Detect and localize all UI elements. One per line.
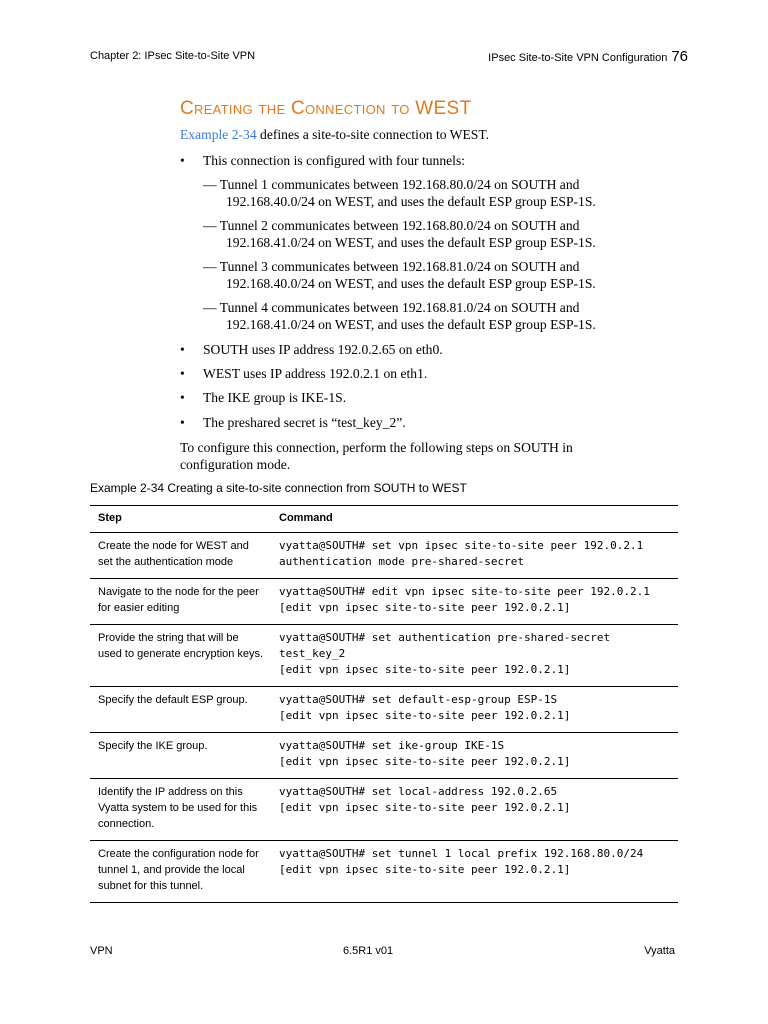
bullet-icon: • bbox=[180, 153, 185, 168]
command-cell: vyatta@SOUTH# set local-address 192.0.2.65 [edit vpn ipsec site-to-site peer 192.0.2.1] bbox=[271, 779, 678, 841]
tunnel-line: — Tunnel 2 communicates between 192.168.80.0/24 on SOUTH and bbox=[203, 218, 580, 233]
step-cell: Navigate to the node for the peer for easier editing bbox=[90, 579, 271, 625]
bullet-text: WEST uses IP address 192.0.2.1 on eth1. bbox=[203, 366, 428, 381]
step-cell: Create the node for WEST and set the authentication mode bbox=[90, 533, 271, 579]
steps-table bbox=[90, 505, 678, 903]
bullet-text: SOUTH uses IP address 192.0.2.65 on eth0. bbox=[203, 342, 443, 357]
closing-line: To configure this connection, perform the following steps on SOUTH in bbox=[180, 440, 573, 455]
intro-paragraph bbox=[180, 126, 489, 143]
command-cell: vyatta@SOUTH# set vpn ipsec site-to-site peer 192.0.2.1 authentication mode pre-shared-secret bbox=[271, 533, 678, 579]
column-header-command: Command bbox=[271, 506, 678, 533]
step-cell: Identify the IP address on this Vyatta system to be used for this connection. bbox=[90, 779, 271, 841]
table-header-row bbox=[90, 506, 678, 533]
bullet-text: The IKE group is IKE-1S. bbox=[203, 390, 347, 405]
example-link[interactable]: Example 2-34 bbox=[180, 127, 257, 142]
tunnel-item bbox=[203, 176, 596, 210]
footer-version: 6.5R1 v01 bbox=[343, 945, 394, 957]
tunnel-line: 192.168.41.0/24 on WEST, and uses the default ESP group ESP-1S. bbox=[226, 235, 596, 250]
table-row bbox=[90, 687, 678, 733]
example-title: Example 2-34 Creating a site-to-site connection from SOUTH to WEST bbox=[90, 481, 467, 495]
bullet-icon: • bbox=[180, 390, 185, 405]
tunnel-item bbox=[203, 258, 596, 292]
closing-line: configuration mode. bbox=[180, 457, 291, 472]
table-row bbox=[90, 841, 678, 903]
footer-company: Vyatta bbox=[644, 945, 675, 957]
command-cell: vyatta@SOUTH# set tunnel 1 local prefix 192.168.80.0/24 [edit vpn ipsec site-to-site peer 192.0.2.1] bbox=[271, 841, 678, 903]
column-header-step: Step bbox=[90, 506, 271, 533]
tunnel-line: 192.168.41.0/24 on WEST, and uses the default ESP group ESP-1S. bbox=[226, 317, 596, 332]
step-cell: Create the configuration node for tunnel 1, and provide the local subnet for this tunnel. bbox=[90, 841, 271, 903]
table-row bbox=[90, 625, 678, 687]
command-cell: vyatta@SOUTH# set ike-group IKE-1S [edit vpn ipsec site-to-site peer 192.0.2.1] bbox=[271, 733, 678, 779]
bullet-text: The preshared secret is “test_key_2”. bbox=[203, 415, 406, 430]
tunnel-line: — Tunnel 1 communicates between 192.168.80.0/24 on SOUTH and bbox=[203, 177, 580, 192]
tunnel-line: 192.168.40.0/24 on WEST, and uses the default ESP group ESP-1S. bbox=[226, 276, 596, 291]
tunnel-line: — Tunnel 3 communicates between 192.168.81.0/24 on SOUTH and bbox=[203, 259, 580, 274]
step-cell: Specify the default ESP group. bbox=[90, 687, 271, 733]
header-section bbox=[488, 48, 688, 65]
command-cell: vyatta@SOUTH# edit vpn ipsec site-to-site peer 192.0.2.1 [edit vpn ipsec site-to-site peer 192.0.2.1] bbox=[271, 579, 678, 625]
header-chapter: Chapter 2: IPsec Site-to-Site VPN bbox=[90, 50, 256, 62]
table-row bbox=[90, 533, 678, 579]
tunnel-line: 192.168.40.0/24 on WEST, and uses the default ESP group ESP-1S. bbox=[226, 194, 596, 209]
table-row bbox=[90, 733, 678, 779]
bullet-icon: • bbox=[180, 342, 185, 357]
footer-product: VPN bbox=[90, 945, 113, 957]
closing-paragraph bbox=[180, 439, 573, 473]
bullet-icon: • bbox=[180, 366, 185, 381]
command-cell: vyatta@SOUTH# set authentication pre-shared-secret test_key_2 [edit vpn ipsec site-to-site peer 192.0.2.1] bbox=[271, 625, 678, 687]
tunnel-item bbox=[203, 299, 596, 333]
tunnel-line: — Tunnel 4 communicates between 192.168.81.0/24 on SOUTH and bbox=[203, 300, 580, 315]
step-cell: Specify the IKE group. bbox=[90, 733, 271, 779]
bullet-text: This connection is configured with four tunnels: bbox=[203, 153, 466, 168]
command-cell: vyatta@SOUTH# set default-esp-group ESP-1S [edit vpn ipsec site-to-site peer 192.0.2.1] bbox=[271, 687, 678, 733]
table-row bbox=[90, 779, 678, 841]
header-section-title: IPsec Site-to-Site VPN Configuration bbox=[488, 52, 668, 64]
page-number: 76 bbox=[671, 48, 688, 65]
step-cell: Provide the string that will be used to generate encryption keys. bbox=[90, 625, 271, 687]
section-title: Creating the Connection to WEST bbox=[180, 98, 472, 119]
tunnel-item bbox=[203, 217, 596, 251]
intro-text: defines a site-to-site connection to WEST. bbox=[256, 127, 490, 142]
bullet-icon: • bbox=[180, 415, 185, 430]
table-row bbox=[90, 579, 678, 625]
